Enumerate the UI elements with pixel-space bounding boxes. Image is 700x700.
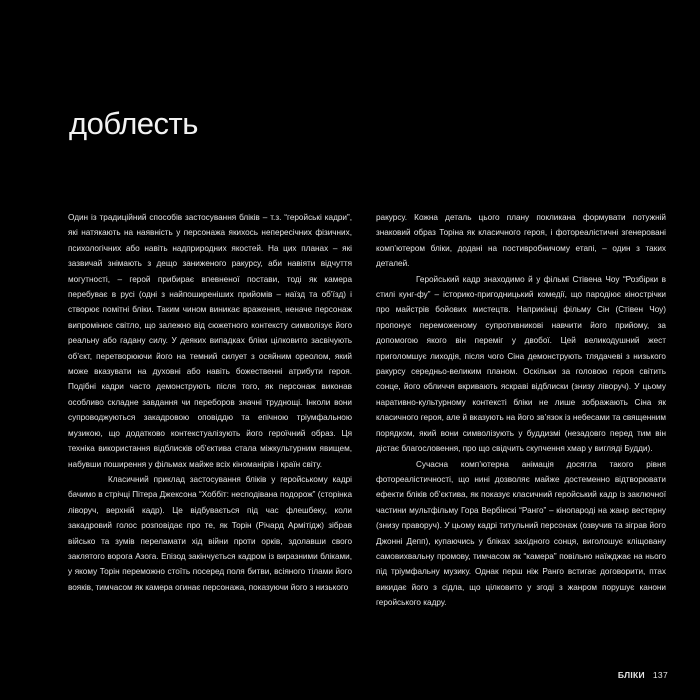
page-footer bbox=[618, 670, 668, 680]
text-column-right bbox=[376, 210, 666, 611]
running-section-title: БЛІКИ bbox=[617, 670, 645, 680]
paragraph: Геройський кадр знаходимо й у фільмі Стівена Чоу “Розбірки в стилі кунг-фу” – історико-пригодницький комедії, що пародіює кінострічки про майстрів бойових мистецтв. Наприкінці фільму Сін (Стівен Чоу) пропонує переможеному супротивникові навчити його прийому, за допомогою якого він переміг у двобої. Цей великодушний жест приголомшує лиходія, після чого Сіна демонструють тлядачеві з низького ракурсу середньо-великим планом. Оскільки за головою героя світить сонце, його обличчя вкривають яскраві відблиски (знизу ліворуч). У цьому наративно-культурному контексті бліки не лише зображають Сіна як класичного героя, але й вказують на його зв’язок із небесами та священним порядком, який вони символізують у буддизмі (незадовго перед тим він дістає благословення, про що свідчить скупчення хмар у вигляді Будди). bbox=[376, 274, 666, 454]
paragraph: Один із традиційний способів застосування бліків – т.з. “геройські кадри”, які натякають на наявність у персонажа якихось непересічних фізичних, психологічних або навіть надприродних якостей. На цих планах – які зазвичай знімають з дещо заниженого ракурсу, аби навіяти відчуття могутності, – герой прибирає впевненої постави, тоді як камера перебуває в русі (одні з найпоширеніших прийомів – наїзд та об’їзд) і створює помітні бліки. Таким чином виникає враження, неначе персонаж випромінює світло, що залежно від сюжетного контексту символізує його реальну або гадану силу. У деяких випадках бліки цілковито засвічують об’єкт, перетворюючи його на темний силует з осяйним ореолом, який може вказувати на духовні або навіть божественні атрибути героя. Подібні кадри часто демонструють після того, як персонаж виконав особливо складне завдання чи переборов значні труднощі. Інколи вони супроводжуються закадровою оповіддю та епічною тріумфальною музикою, що додатково контекстуалізують його героїчний образ. Ця техніка використання відблисків об’єктива стала міжкультурним явищем, набувши поширення у фільмах майже всіх кіноманірів і країн світу. bbox=[68, 213, 352, 469]
paragraph: Сучасна комп’ютерна анімація досягла такого рівня фотореалістичності, що нині дозволяє майже достеменно відтворювати ефекти бліків об’єктива, як показує класичний геройський кадр із заключної частини мультфільму Гора Вербінскі “Ранго” – кінопароді на жанр вестерну (знизу праворуч). У цьому кадрі титульний персонаж (озвучив та зіграв його Джонні Депп), купаючись у бліках західного сонця, виголошує кліщовану самовихвальну промову, тимчасом як “камера” повільно наїжджає на нього під тріумфальну музику. Однак перш ніж Ранго встигає договорити, птах викидає його з сідла, що цілковито у згоді з жанром порушує канони геройського кадру. bbox=[376, 459, 666, 608]
paragraph: Класичний приклад застосування бліків у геройському кадрі бачимо в стрічці Пітера Джексона “Хоббіт: несподівана подорож” (сторінка ліворуч, верхній кадр). Це відбувається під час флешбеку, коли закадровий голос розповідає про те, як Торін (Річард Армітідж) зібрав військо та зумів переламати хід війни проти орків, здолавши свого заклятого ворога Азога. Епізод закінчується кадром із виразними бліками, у якому Торін переможно стоїть посеред поля битви, всіяного тілами його вояків, тимчасом як камера огинає персонажа, показуючи його з низького bbox=[68, 474, 352, 592]
chapter-title: доблесть bbox=[69, 106, 198, 141]
text-column-left bbox=[68, 210, 352, 595]
page-number: 137 bbox=[652, 670, 668, 680]
paragraph: ракурсу. Кожна деталь цього плану покликана формувати потужній знаковий образ Торіна як класичного героя, і фотореалістичні згенеровані комп’ютером бліки, додані на постивробничому етапі, – один з таких деталей. bbox=[376, 213, 666, 269]
